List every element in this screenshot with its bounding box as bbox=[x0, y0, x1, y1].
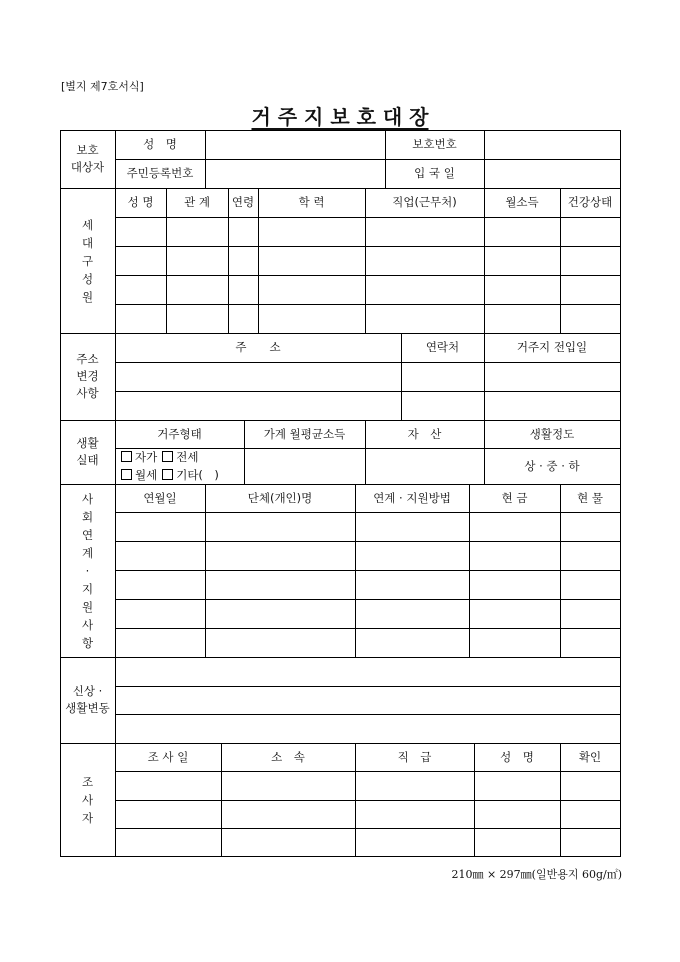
contact-cell[interactable] bbox=[402, 363, 484, 391]
protect-no-field[interactable] bbox=[485, 131, 620, 159]
household-cell[interactable] bbox=[229, 305, 258, 333]
investigator-cell[interactable] bbox=[222, 772, 355, 800]
section-social-support: 사 회 연 계 · 지 원 사 항 bbox=[81, 491, 94, 650]
page-title: 거 주 지 보 호 대 장 bbox=[251, 105, 429, 129]
household-header: 연령 bbox=[231, 195, 255, 210]
household-cell[interactable] bbox=[366, 247, 484, 275]
housing-options bbox=[121, 467, 224, 483]
label-name: 성 명 bbox=[143, 137, 177, 152]
social-cell[interactable] bbox=[561, 600, 620, 628]
contact-cell[interactable] bbox=[402, 392, 484, 420]
household-cell[interactable] bbox=[259, 305, 365, 333]
address-header: 주 소 bbox=[235, 340, 281, 355]
paper-spec: 210㎜ × 297㎜(일반용지 60g/㎡) bbox=[451, 868, 622, 881]
household-cell[interactable] bbox=[561, 305, 620, 333]
life-change-line[interactable] bbox=[116, 687, 620, 715]
investigator-cell[interactable] bbox=[561, 829, 620, 857]
household-header: 건강상태 bbox=[567, 195, 613, 210]
investigator-cell[interactable] bbox=[475, 829, 560, 857]
address-cell[interactable] bbox=[116, 363, 401, 391]
social-cell[interactable] bbox=[561, 571, 620, 599]
social-cell[interactable] bbox=[206, 542, 355, 570]
housing-type-header: 거주형태 bbox=[157, 426, 202, 441]
social-header: 현 물 bbox=[577, 490, 603, 505]
social-cell[interactable] bbox=[470, 571, 560, 599]
social-cell[interactable] bbox=[356, 542, 469, 570]
investigator-cell[interactable] bbox=[222, 801, 355, 829]
household-cell[interactable] bbox=[116, 276, 166, 304]
checkbox-label: 전세 bbox=[176, 450, 199, 464]
household-cell[interactable] bbox=[259, 247, 365, 275]
social-cell[interactable] bbox=[206, 600, 355, 628]
social-cell[interactable] bbox=[206, 629, 355, 657]
investigator-cell[interactable] bbox=[116, 829, 221, 857]
household-header: 관 계 bbox=[184, 195, 210, 210]
investigator-cell[interactable] bbox=[356, 829, 474, 857]
investigator-cell[interactable] bbox=[475, 772, 560, 800]
household-cell[interactable] bbox=[561, 247, 620, 275]
checkbox[interactable] bbox=[121, 469, 132, 480]
label-protect-no: 보호번호 bbox=[412, 137, 457, 152]
household-cell[interactable] bbox=[259, 276, 365, 304]
label-resident-no: 주민등록번호 bbox=[126, 166, 194, 181]
section-living: 생활 실태 bbox=[76, 436, 99, 467]
social-cell[interactable] bbox=[206, 513, 355, 541]
checkbox[interactable] bbox=[162, 469, 173, 480]
investigator-header: 소 속 bbox=[271, 749, 305, 764]
life-change-line[interactable] bbox=[116, 715, 620, 743]
contact-header: 연락처 bbox=[425, 340, 460, 355]
resident-no-field[interactable] bbox=[206, 160, 385, 188]
social-header: 연계 · 지원방법 bbox=[373, 490, 451, 505]
living-level-header: 생활정도 bbox=[529, 426, 575, 441]
social-cell[interactable] bbox=[356, 513, 469, 541]
social-cell[interactable] bbox=[561, 542, 620, 570]
household-cell[interactable] bbox=[167, 218, 228, 246]
household-cell[interactable] bbox=[366, 218, 484, 246]
investigator-header: 확인 bbox=[578, 749, 602, 764]
household-cell[interactable] bbox=[167, 276, 228, 304]
life-change-line[interactable] bbox=[116, 658, 620, 686]
social-cell[interactable] bbox=[356, 629, 469, 657]
investigator-cell[interactable] bbox=[116, 772, 221, 800]
investigator-cell[interactable] bbox=[561, 801, 620, 829]
household-cell[interactable] bbox=[116, 247, 166, 275]
social-cell[interactable] bbox=[356, 571, 469, 599]
social-cell[interactable] bbox=[116, 542, 205, 570]
household-cell[interactable] bbox=[116, 305, 166, 333]
household-cell[interactable] bbox=[485, 218, 560, 246]
monthly-income-header: 가계 월평균소득 bbox=[263, 426, 346, 441]
name-field[interactable] bbox=[206, 131, 385, 159]
household-cell[interactable] bbox=[561, 218, 620, 246]
investigator-cell[interactable] bbox=[561, 772, 620, 800]
checkbox[interactable] bbox=[162, 451, 173, 462]
social-cell[interactable] bbox=[116, 629, 205, 657]
assets-header: 자 산 bbox=[407, 426, 442, 441]
housing-options bbox=[121, 449, 203, 465]
household-cell[interactable] bbox=[366, 276, 484, 304]
social-cell[interactable] bbox=[116, 513, 205, 541]
form-label: [별지 제7호서식] bbox=[61, 80, 144, 93]
household-cell[interactable] bbox=[561, 276, 620, 304]
investigator-cell[interactable] bbox=[222, 829, 355, 857]
social-header: 단체(개인)명 bbox=[247, 490, 313, 505]
entry-date-field[interactable] bbox=[485, 160, 620, 188]
monthly-income-field[interactable] bbox=[245, 449, 365, 484]
move-in-cell[interactable] bbox=[485, 392, 620, 420]
household-cell[interactable] bbox=[229, 247, 258, 275]
household-header: 월소득 bbox=[505, 195, 539, 210]
household-cell[interactable] bbox=[366, 305, 484, 333]
section-target: 보호 대상자 bbox=[70, 143, 105, 174]
household-cell[interactable] bbox=[167, 305, 228, 333]
investigator-cell[interactable] bbox=[356, 772, 474, 800]
household-header: 성 명 bbox=[127, 195, 154, 210]
social-cell[interactable] bbox=[116, 571, 205, 599]
investigator-cell[interactable] bbox=[475, 801, 560, 829]
label-entry-date: 입 국 일 bbox=[414, 166, 455, 181]
move-in-date-header: 거주지 전입일 bbox=[516, 340, 588, 355]
investigator-cell[interactable] bbox=[356, 801, 474, 829]
social-header: 현 금 bbox=[501, 490, 528, 505]
household-cell[interactable] bbox=[229, 218, 258, 246]
section-address-change: 주소 변경 사항 bbox=[76, 352, 99, 400]
checkbox-label: 자가 bbox=[135, 450, 158, 464]
household-cell[interactable] bbox=[259, 218, 365, 246]
social-cell[interactable] bbox=[206, 571, 355, 599]
social-cell[interactable] bbox=[470, 513, 560, 541]
checkbox[interactable] bbox=[121, 451, 132, 462]
assets-field[interactable] bbox=[366, 449, 484, 484]
investigator-header: 직 급 bbox=[397, 749, 432, 764]
household-header: 학 력 bbox=[298, 195, 325, 210]
table-rule bbox=[620, 130, 621, 857]
social-cell[interactable] bbox=[356, 600, 469, 628]
household-cell[interactable] bbox=[229, 276, 258, 304]
social-cell[interactable] bbox=[470, 600, 560, 628]
social-cell[interactable] bbox=[116, 600, 205, 628]
investigator-header: 성 명 bbox=[500, 749, 534, 764]
social-header: 연월일 bbox=[143, 490, 177, 505]
social-cell[interactable] bbox=[470, 542, 560, 570]
address-cell[interactable] bbox=[116, 392, 401, 420]
move-in-cell[interactable] bbox=[485, 363, 620, 391]
checkbox-label: 기타( ) bbox=[176, 468, 219, 482]
section-investigator: 조 사 자 bbox=[81, 774, 94, 825]
living-level-options: 상 · 중 · 하 bbox=[524, 458, 580, 473]
section-life-changes: 신상 · 생활변동 bbox=[65, 684, 110, 715]
social-cell[interactable] bbox=[561, 513, 620, 541]
household-cell[interactable] bbox=[485, 247, 560, 275]
social-cell[interactable] bbox=[470, 629, 560, 657]
section-household: 세 대 구 성 원 bbox=[81, 217, 94, 304]
checkbox-label: 월세 bbox=[135, 468, 158, 482]
household-cell[interactable] bbox=[167, 247, 228, 275]
investigator-header: 조 사 일 bbox=[147, 749, 189, 764]
household-cell[interactable] bbox=[485, 276, 560, 304]
investigator-cell[interactable] bbox=[116, 801, 221, 829]
household-header: 직업(근무처) bbox=[392, 195, 457, 210]
household-cell[interactable] bbox=[116, 218, 166, 246]
social-cell[interactable] bbox=[561, 629, 620, 657]
household-cell[interactable] bbox=[485, 305, 560, 333]
